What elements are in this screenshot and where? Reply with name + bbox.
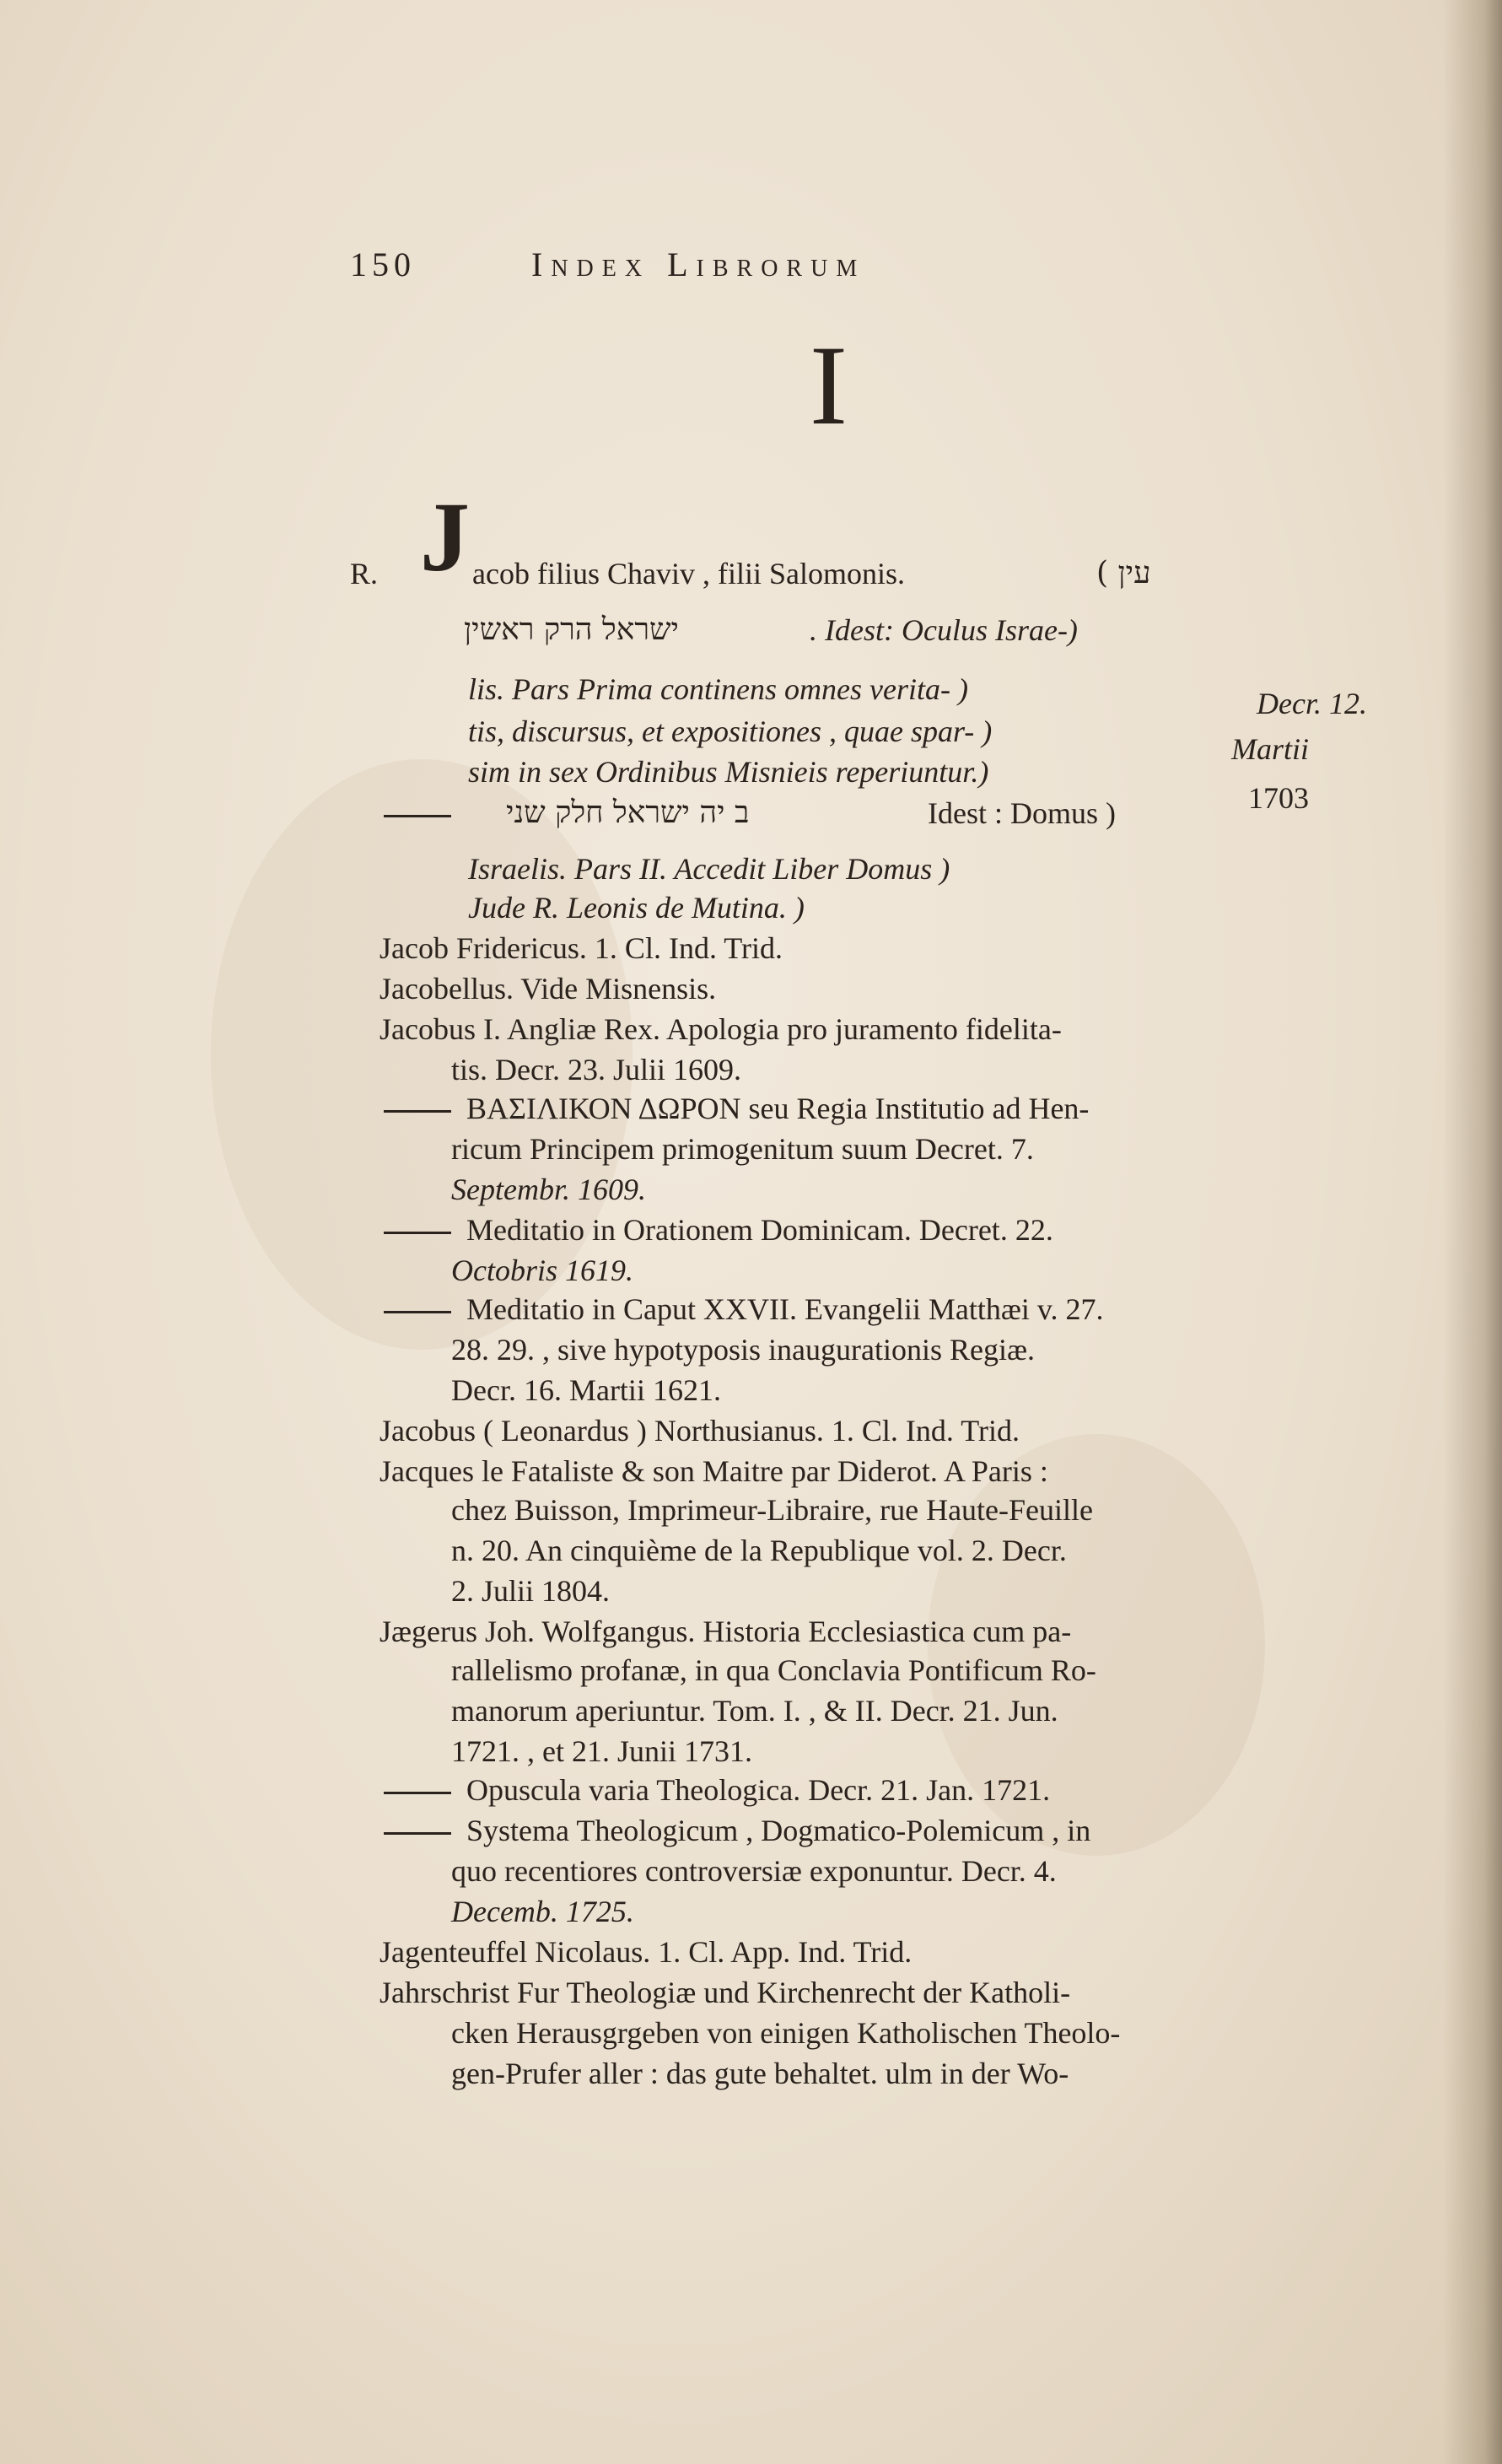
index-entry-row bbox=[384, 1090, 1089, 1127]
ditto-dash bbox=[384, 1792, 451, 1794]
index-entry: Meditatio in Caput XXVII. Evangelii Matthæi v. 27. bbox=[466, 1292, 1104, 1326]
hebrew-text: ישראל הרק ראשין bbox=[464, 612, 679, 647]
index-entry: Jacobus I. Angliæ Rex. Apologia pro juramento fidelita- bbox=[380, 1012, 1062, 1046]
decree-year: 1703 bbox=[1248, 781, 1309, 815]
index-entry: Systema Theologicum , Dogmatico-Polemicum , in bbox=[466, 1814, 1091, 1847]
entry-line: lis. Pars Prima continens omnes verita- ) bbox=[468, 672, 968, 706]
index-entry: Jahrschrist Fur Theologiæ und Kirchenrecht der Katholi- bbox=[380, 1976, 1071, 2009]
hebrew-text: עין ) bbox=[1096, 556, 1151, 590]
entry-line: Idest : Domus ) bbox=[928, 796, 1116, 830]
running-header bbox=[350, 245, 1109, 295]
entry-prefix: R. bbox=[350, 557, 379, 590]
decree-date: Decr. 12. bbox=[1257, 687, 1367, 720]
index-entry: Decemb. 1725. bbox=[451, 1895, 634, 1928]
decree-date: Martii bbox=[1231, 732, 1310, 766]
index-entry: quo recentiores controversiæ exponuntur. Decr. 4. bbox=[451, 1854, 1057, 1888]
index-entry: n. 20. An cinquième de la Republique vol. 2. Decr. bbox=[451, 1534, 1067, 1567]
index-entry: Jacques le Fataliste & son Maitre par Diderot. A Paris : bbox=[380, 1454, 1048, 1488]
index-entry: ΒΑΣΙΛΙΚΟΝ ΔΩΡΟΝ seu Regia Institutio ad Hen- bbox=[466, 1092, 1090, 1125]
hebrew-text: ב יה ישראל חלק שני bbox=[506, 795, 750, 830]
index-entry: ricum Principem primogenitum suum Decret. 7. bbox=[451, 1132, 1034, 1166]
entry-line: Israelis. Pars II. Accedit Liber Domus ) bbox=[468, 852, 950, 886]
index-entry: tis. Decr. 23. Julii 1609. bbox=[451, 1053, 741, 1086]
ditto-dash bbox=[384, 1832, 451, 1835]
index-entry: 28. 29. , sive hypotyposis inaugurationis Regiæ. bbox=[451, 1333, 1035, 1367]
index-entry: 1721. , et 21. Junii 1731. bbox=[451, 1734, 752, 1768]
index-entry: Opuscula varia Theologica. Decr. 21. Jan. 1721. bbox=[466, 1773, 1051, 1807]
index-entry-row bbox=[384, 1812, 1090, 1849]
index-entry: cken Herausgrgeben von einigen Katholischen Theolo- bbox=[451, 2016, 1121, 2050]
entry-line: Jude R. Leonis de Mutina. ) bbox=[468, 891, 805, 925]
entry-line: . Idest: Oculus Israe-) bbox=[810, 613, 1078, 647]
entry-line: sim in sex Ordinibus Misnieis reperiuntur.) bbox=[468, 755, 989, 789]
page-edge-shadow bbox=[1443, 0, 1502, 2464]
index-entry: Jacobus ( Leonardus ) Northusianus. 1. Cl. Ind. Trid. bbox=[380, 1414, 1020, 1448]
ditto-dash bbox=[384, 815, 451, 817]
index-entry: chez Buisson, Imprimeur-Libraire, rue Haute-Feuille bbox=[451, 1493, 1094, 1527]
index-entry: Jægerus Joh. Wolfgangus. Historia Ecclesiastica cum pa- bbox=[380, 1615, 1072, 1648]
running-title: Index Librorum bbox=[531, 245, 866, 283]
ditto-dash bbox=[384, 1110, 451, 1113]
page-number: 150 bbox=[350, 245, 416, 283]
index-entry: Jacob Fridericus. 1. Cl. Ind. Trid. bbox=[380, 931, 783, 965]
entry-line: acob filius Chaviv , filii Salomonis. bbox=[472, 557, 905, 590]
index-entry: 2. Julii 1804. bbox=[451, 1574, 611, 1608]
drop-cap: J bbox=[420, 482, 470, 592]
index-entry: Jacobellus. Vide Misnensis. bbox=[380, 972, 717, 1006]
index-entry: Decr. 16. Martii 1621. bbox=[451, 1373, 721, 1407]
index-entry: Octobris 1619. bbox=[451, 1254, 633, 1287]
index-entry-row bbox=[384, 1211, 1053, 1248]
section-letter: I bbox=[810, 323, 848, 449]
index-entry: manorum aperiuntur. Tom. I. , & II. Decr. 21. Jun. bbox=[451, 1694, 1058, 1728]
index-entry: rallelismo profanæ, in qua Conclavia Pontificum Ro- bbox=[451, 1653, 1096, 1687]
index-entry-row bbox=[384, 1291, 1104, 1328]
index-entry: gen-Prufer aller : das gute behaltet. ulm in der Wo- bbox=[451, 2057, 1069, 2090]
dash-row bbox=[384, 795, 466, 832]
index-entry: Meditatio in Orationem Dominicam. Decret. 22. bbox=[466, 1213, 1053, 1247]
index-entry: Septembr. 1609. bbox=[451, 1173, 646, 1206]
ditto-dash bbox=[384, 1232, 451, 1234]
index-entry-row bbox=[384, 1771, 1050, 1809]
entry-line: tis, discursus, et expositiones , quae spar- ) bbox=[468, 714, 993, 748]
index-entry: Jagenteuffel Nicolaus. 1. Cl. App. Ind. Trid. bbox=[380, 1935, 913, 1969]
ditto-dash bbox=[384, 1311, 451, 1313]
